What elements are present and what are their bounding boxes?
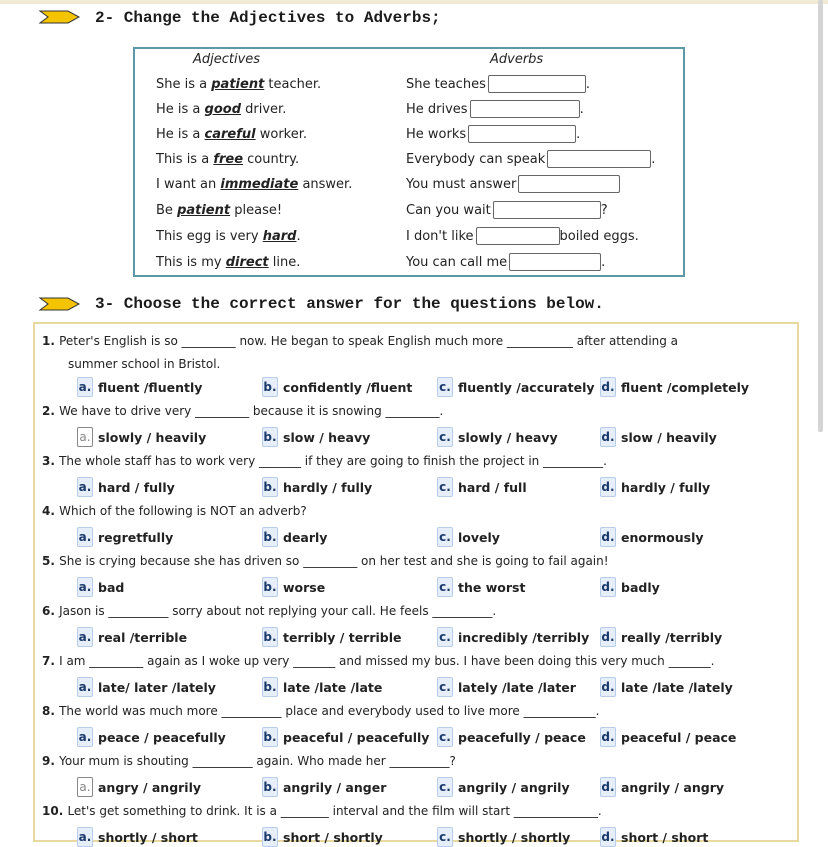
question-number: 3. bbox=[42, 454, 60, 468]
sentence-text: worker. bbox=[255, 127, 308, 142]
answer-option[interactable] bbox=[437, 527, 500, 547]
option-letter: a. bbox=[77, 777, 93, 797]
option-text: the worst bbox=[458, 579, 526, 595]
adjective-word: patient bbox=[211, 77, 265, 92]
option-letter: c. bbox=[437, 727, 453, 747]
adjective-sentence bbox=[156, 77, 321, 92]
answer-option[interactable] bbox=[262, 627, 402, 647]
option-text: angrily / anger bbox=[283, 779, 387, 795]
option-letter: c. bbox=[437, 627, 453, 647]
answer-option[interactable] bbox=[262, 577, 325, 597]
option-text: late/ later /lately bbox=[98, 679, 216, 695]
question-number: 2. bbox=[42, 404, 60, 418]
question-text bbox=[42, 604, 496, 618]
option-text: regretfully bbox=[98, 529, 174, 545]
option-text: badly bbox=[621, 579, 660, 595]
answer-option[interactable] bbox=[437, 577, 525, 597]
answer-option[interactable] bbox=[600, 427, 717, 447]
question-number: 4. bbox=[42, 504, 60, 518]
question-stem: Your mum is shouting __________ again. Who made her __________? bbox=[59, 754, 456, 768]
option-text: peace / peacefully bbox=[98, 729, 226, 745]
sentence-text: I don't like bbox=[406, 228, 474, 244]
option-text: peaceful / peace bbox=[621, 729, 737, 745]
answer-option[interactable] bbox=[600, 577, 660, 597]
adjective-word: immediate bbox=[220, 177, 299, 192]
option-text: lovely bbox=[458, 529, 500, 545]
option-text: peacefully / peace bbox=[458, 729, 586, 745]
option-letter: d. bbox=[600, 827, 616, 847]
option-text: dearly bbox=[283, 529, 328, 545]
answer-option[interactable] bbox=[77, 477, 175, 497]
answer-option[interactable] bbox=[437, 727, 586, 747]
adjective-word: hard bbox=[262, 229, 297, 244]
option-letter: c. bbox=[437, 827, 453, 847]
question-stem: Jason is __________ sorry about not replying your call. He feels __________. bbox=[59, 604, 497, 618]
option-text: hardly / fully bbox=[621, 479, 711, 495]
option-letter: a. bbox=[77, 827, 93, 847]
option-text: short / shortly bbox=[283, 829, 383, 845]
option-text: fluent /fluently bbox=[98, 379, 203, 395]
option-letter: a. bbox=[77, 527, 93, 547]
answer-option[interactable] bbox=[262, 427, 370, 447]
question-stem-continued: summer school in Bristol. bbox=[68, 357, 221, 371]
adverb-sentence bbox=[406, 150, 655, 168]
sentence-text: please! bbox=[230, 203, 283, 218]
option-text: enormously bbox=[621, 529, 704, 545]
answer-option[interactable] bbox=[437, 827, 570, 847]
question-text bbox=[42, 804, 602, 818]
answer-option[interactable] bbox=[262, 827, 383, 847]
option-letter: b. bbox=[262, 477, 278, 497]
option-text: incredibly /terribly bbox=[458, 629, 590, 645]
answer-blank[interactable] bbox=[476, 227, 560, 245]
sentence-text: . bbox=[296, 229, 301, 244]
question-text bbox=[42, 504, 307, 518]
sentence-text: ? bbox=[600, 202, 608, 218]
adverb-sentence bbox=[406, 100, 584, 118]
adverb-sentence bbox=[406, 201, 608, 219]
answer-option[interactable] bbox=[77, 827, 198, 847]
question-number: 1. bbox=[42, 334, 60, 348]
option-letter: b. bbox=[262, 627, 278, 647]
option-letter: c. bbox=[437, 477, 453, 497]
option-letter: d. bbox=[600, 527, 616, 547]
option-text: peaceful / peacefully bbox=[283, 729, 430, 745]
option-text: late /late /late bbox=[283, 679, 383, 695]
col-adjectives: Adjectives bbox=[193, 52, 261, 67]
answer-option[interactable] bbox=[77, 677, 216, 697]
adjective-sentence bbox=[156, 255, 300, 270]
sentence-text: He drives bbox=[406, 101, 468, 117]
answer-option[interactable] bbox=[600, 827, 708, 847]
option-letter: a. bbox=[77, 627, 93, 647]
option-letter: b. bbox=[262, 427, 278, 447]
sentence-text: driver. bbox=[241, 102, 287, 117]
option-letter: a. bbox=[77, 677, 93, 697]
option-letter: a. bbox=[77, 727, 93, 747]
answer-option[interactable] bbox=[262, 527, 327, 547]
answer-option[interactable] bbox=[437, 677, 576, 697]
sentence-text: He works bbox=[406, 126, 467, 142]
adjective-sentence bbox=[156, 127, 307, 142]
answer-option[interactable] bbox=[437, 427, 558, 447]
adjective-word: direct bbox=[225, 255, 269, 270]
sentence-text: She teaches bbox=[406, 76, 486, 92]
answer-option[interactable] bbox=[600, 477, 710, 497]
answer-option[interactable] bbox=[600, 377, 749, 397]
option-letter: c. bbox=[437, 377, 453, 397]
answer-option[interactable] bbox=[77, 727, 226, 747]
option-text: slowly / heavy bbox=[458, 429, 558, 445]
option-text: fluently /accurately bbox=[458, 379, 595, 395]
option-text: slow / heavily bbox=[621, 429, 717, 445]
option-text: angrily / angry bbox=[621, 779, 725, 795]
option-letter: b. bbox=[262, 727, 278, 747]
option-letter: b. bbox=[262, 777, 278, 797]
sentence-text: Can you wait bbox=[406, 202, 491, 218]
adjective-sentence bbox=[156, 152, 299, 167]
option-text: really /terribly bbox=[621, 629, 723, 645]
option-text: fluent /completely bbox=[621, 379, 750, 395]
sentence-text: answer. bbox=[298, 177, 353, 192]
question-text bbox=[42, 404, 443, 418]
answer-option[interactable] bbox=[600, 777, 724, 797]
question-text bbox=[42, 554, 609, 568]
option-letter: d. bbox=[600, 577, 616, 597]
sentence-text: boiled eggs. bbox=[559, 228, 639, 244]
answer-option[interactable] bbox=[600, 727, 736, 747]
adjective-word: good bbox=[204, 102, 242, 117]
answer-option[interactable] bbox=[262, 727, 429, 747]
answer-option[interactable] bbox=[437, 377, 595, 397]
option-text: hard / full bbox=[458, 479, 527, 495]
sentence-text: line. bbox=[268, 255, 301, 270]
sentence-text: Be bbox=[156, 203, 178, 218]
sentence-text: I want an bbox=[156, 177, 221, 192]
question-stem: We have to drive very _________ because it is snowing _________. bbox=[59, 404, 444, 418]
option-text: terribly / terrible bbox=[283, 629, 402, 645]
answer-option[interactable] bbox=[437, 627, 589, 647]
question-text bbox=[42, 334, 678, 348]
adverb-sentence bbox=[406, 75, 590, 93]
question-stem: The world was much more __________ place and everybody used to live more ____________. bbox=[59, 704, 600, 718]
option-letter: b. bbox=[262, 377, 278, 397]
option-letter: d. bbox=[600, 727, 616, 747]
answer-option[interactable] bbox=[262, 377, 412, 397]
answer-blank[interactable] bbox=[493, 201, 601, 219]
option-letter: d. bbox=[600, 777, 616, 797]
adjective-sentence bbox=[156, 203, 282, 218]
question-text bbox=[42, 754, 456, 768]
adjective-sentence bbox=[156, 177, 352, 192]
scrollbar[interactable] bbox=[818, 0, 823, 432]
sentence-text: He is a bbox=[156, 102, 205, 117]
option-letter: a. bbox=[77, 577, 93, 597]
question-stem: She is crying because she has driven so _________ on her test and she is going to fail again! bbox=[59, 554, 609, 568]
question-number: 5. bbox=[42, 554, 60, 568]
sentence-text: She is a bbox=[156, 77, 212, 92]
option-text: hard / fully bbox=[98, 479, 175, 495]
answer-option[interactable] bbox=[437, 477, 527, 497]
adverb-sentence bbox=[406, 253, 605, 271]
sentence-text: He is a bbox=[156, 127, 205, 142]
answer-option[interactable] bbox=[262, 477, 372, 497]
adverb-sentence bbox=[406, 227, 639, 245]
answer-option[interactable] bbox=[600, 527, 704, 547]
answer-option[interactable] bbox=[77, 427, 206, 447]
option-letter: d. bbox=[600, 677, 616, 697]
sentence-text: This is my bbox=[156, 255, 226, 270]
option-letter: c. bbox=[437, 427, 453, 447]
option-letter: b. bbox=[262, 527, 278, 547]
option-text: worse bbox=[283, 579, 326, 595]
adverb-sentence bbox=[406, 125, 580, 143]
option-text: late /late /lately bbox=[621, 679, 733, 695]
sentence-text: . bbox=[601, 254, 606, 270]
option-text: slow / heavy bbox=[283, 429, 371, 445]
sentence-text: You must answer bbox=[406, 176, 517, 192]
col-adverbs: Adverbs bbox=[490, 52, 544, 67]
sentence-text: . bbox=[576, 126, 581, 142]
question-stem: The whole staff has to work very _______ if they are going to finish the project in __________. bbox=[59, 454, 607, 468]
sentence-text: Everybody can speak bbox=[406, 151, 546, 167]
option-letter: c. bbox=[437, 577, 453, 597]
answer-option[interactable] bbox=[437, 777, 570, 797]
question-text bbox=[42, 454, 607, 468]
answer-option[interactable] bbox=[262, 677, 382, 697]
option-letter: d. bbox=[600, 477, 616, 497]
option-letter: b. bbox=[262, 827, 278, 847]
option-text: real /terrible bbox=[98, 629, 188, 645]
answer-blank[interactable] bbox=[488, 75, 586, 93]
answer-option[interactable] bbox=[262, 777, 386, 797]
adjective-sentence bbox=[156, 102, 286, 117]
sentence-text: . bbox=[585, 76, 590, 92]
arrow-icon bbox=[40, 297, 80, 311]
option-text: bad bbox=[98, 579, 125, 595]
sentence-text: teacher. bbox=[264, 77, 322, 92]
adverb-sentence bbox=[406, 175, 620, 193]
option-text: lately /late /later bbox=[458, 679, 576, 695]
option-text: hardly / fully bbox=[283, 479, 373, 495]
sentence-text: . bbox=[651, 151, 656, 167]
answer-blank[interactable] bbox=[468, 125, 576, 143]
option-letter: b. bbox=[262, 677, 278, 697]
answer-blank[interactable] bbox=[509, 253, 601, 271]
question-stem: I am _________ again as I woke up very _______ and missed my bus. I have been doing this very much _______. bbox=[59, 654, 715, 668]
adjective-word: careful bbox=[204, 127, 256, 142]
section3-title: 3- Choose the correct answer for the questions below. bbox=[95, 295, 604, 313]
option-letter: a. bbox=[77, 477, 93, 497]
question-number: 7. bbox=[42, 654, 60, 668]
question-stem: Which of the following is NOT an adverb? bbox=[59, 504, 307, 518]
option-text: angrily / angrily bbox=[458, 779, 570, 795]
option-letter: d. bbox=[600, 427, 616, 447]
adjective-word: patient bbox=[177, 203, 231, 218]
answer-option[interactable] bbox=[77, 377, 202, 397]
option-letter: c. bbox=[437, 677, 453, 697]
adjective-word: free bbox=[213, 152, 244, 167]
option-letter: a. bbox=[77, 427, 93, 447]
answer-option[interactable] bbox=[77, 577, 124, 597]
question-number: 8. bbox=[42, 704, 60, 718]
adjective-sentence bbox=[156, 229, 301, 244]
answer-blank[interactable] bbox=[518, 175, 620, 193]
option-letter: b. bbox=[262, 577, 278, 597]
question-number: 9. bbox=[42, 754, 60, 768]
section2-title: 2- Change the Adjectives to Adverbs; bbox=[95, 9, 441, 27]
arrow-icon bbox=[40, 10, 80, 24]
option-letter: a. bbox=[77, 377, 93, 397]
top-strip bbox=[0, 0, 828, 4]
option-text: short / short bbox=[621, 829, 709, 845]
option-text: angry / angrily bbox=[98, 779, 202, 795]
option-letter: c. bbox=[437, 527, 453, 547]
option-letter: d. bbox=[600, 627, 616, 647]
option-letter: d. bbox=[600, 377, 616, 397]
answer-blank[interactable] bbox=[470, 100, 580, 118]
answer-option[interactable] bbox=[600, 627, 722, 647]
question-number: 6. bbox=[42, 604, 60, 618]
sentence-text: You can call me bbox=[406, 254, 508, 270]
answer-option[interactable] bbox=[77, 777, 201, 797]
sentence-text: . bbox=[579, 101, 584, 117]
question-text bbox=[42, 704, 599, 718]
option-letter: c. bbox=[437, 777, 453, 797]
question-stem: Peter's English is so _________ now. He began to speak English much more ___________ after attending a bbox=[59, 334, 679, 348]
answer-option[interactable] bbox=[600, 677, 733, 697]
answer-option[interactable] bbox=[77, 627, 187, 647]
answer-option[interactable] bbox=[77, 527, 173, 547]
answer-blank[interactable] bbox=[547, 150, 651, 168]
question-number: 10. bbox=[42, 804, 68, 818]
sentence-text: country. bbox=[243, 152, 300, 167]
sentence-text: This is a bbox=[156, 152, 214, 167]
question-text bbox=[42, 654, 714, 668]
option-text: shortly / shortly bbox=[458, 829, 571, 845]
sentence-text: This egg is very bbox=[156, 229, 263, 244]
option-text: slowly / heavily bbox=[98, 429, 207, 445]
option-text: shortly / short bbox=[98, 829, 198, 845]
question-stem: Let's get something to drink. It is a ________ interval and the film will start ______________. bbox=[67, 804, 602, 818]
option-text: confidently /fluent bbox=[283, 379, 413, 395]
